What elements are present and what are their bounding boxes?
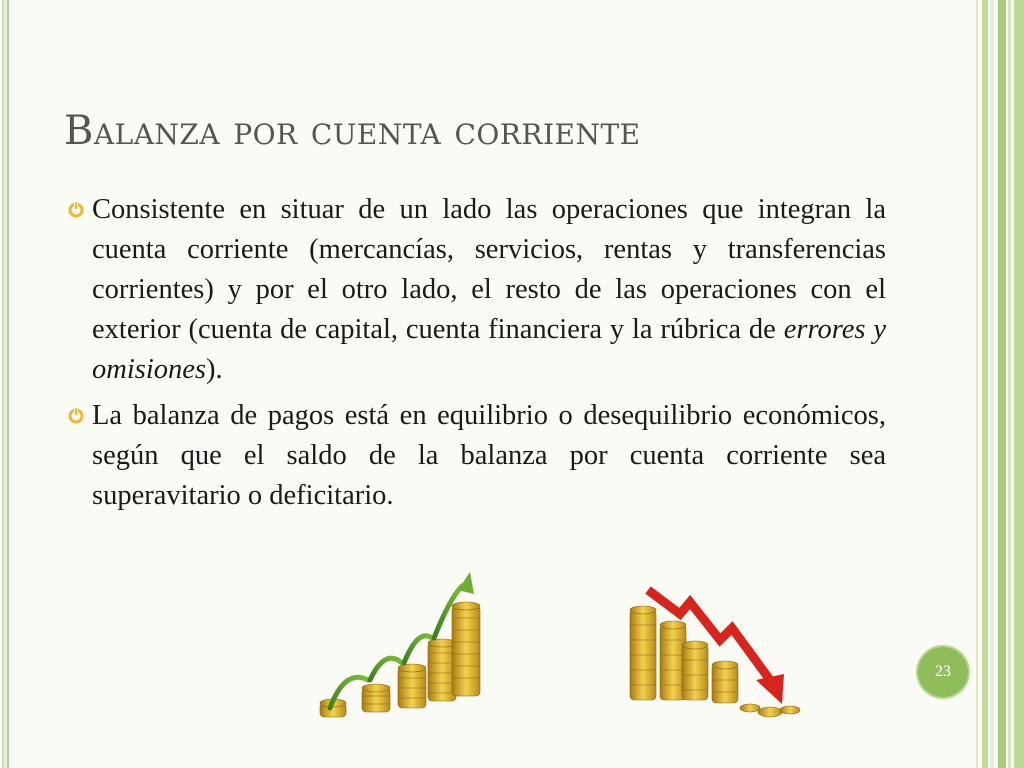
bullet-circle-icon <box>68 408 84 424</box>
falling-coins-chart-image <box>620 580 810 730</box>
bullet-text: Consistente en situar de un lado las operaciones que integran la cuenta corriente (mercancías, servicios, rentas y transferencias corrientes) y por el otro lado, el resto de las operaciones con el exterior (cuenta de capital, cuenta financiera y la rúbrica de <box>92 194 886 345</box>
page-number-badge: 23 <box>918 647 968 697</box>
slide-title: Balanza por cuenta corriente <box>64 108 641 154</box>
bullet-italic-text: errores y omisiones <box>92 314 887 385</box>
bullet-list <box>64 190 886 522</box>
rising-coins-chart-image <box>290 568 530 768</box>
bullet-text: La balanza de pagos está en equilibrio o desequilibrio económicos, según que el saldo de la balanza por cuenta corriente sea superavitario o deficitario. <box>92 400 886 511</box>
bullet-item <box>64 396 886 516</box>
bullet-item <box>64 190 886 390</box>
left-border-decoration <box>0 0 11 768</box>
right-border-decoration <box>976 0 1024 768</box>
bullet-text-end: ). <box>206 354 223 385</box>
bullet-circle-icon <box>68 202 84 218</box>
